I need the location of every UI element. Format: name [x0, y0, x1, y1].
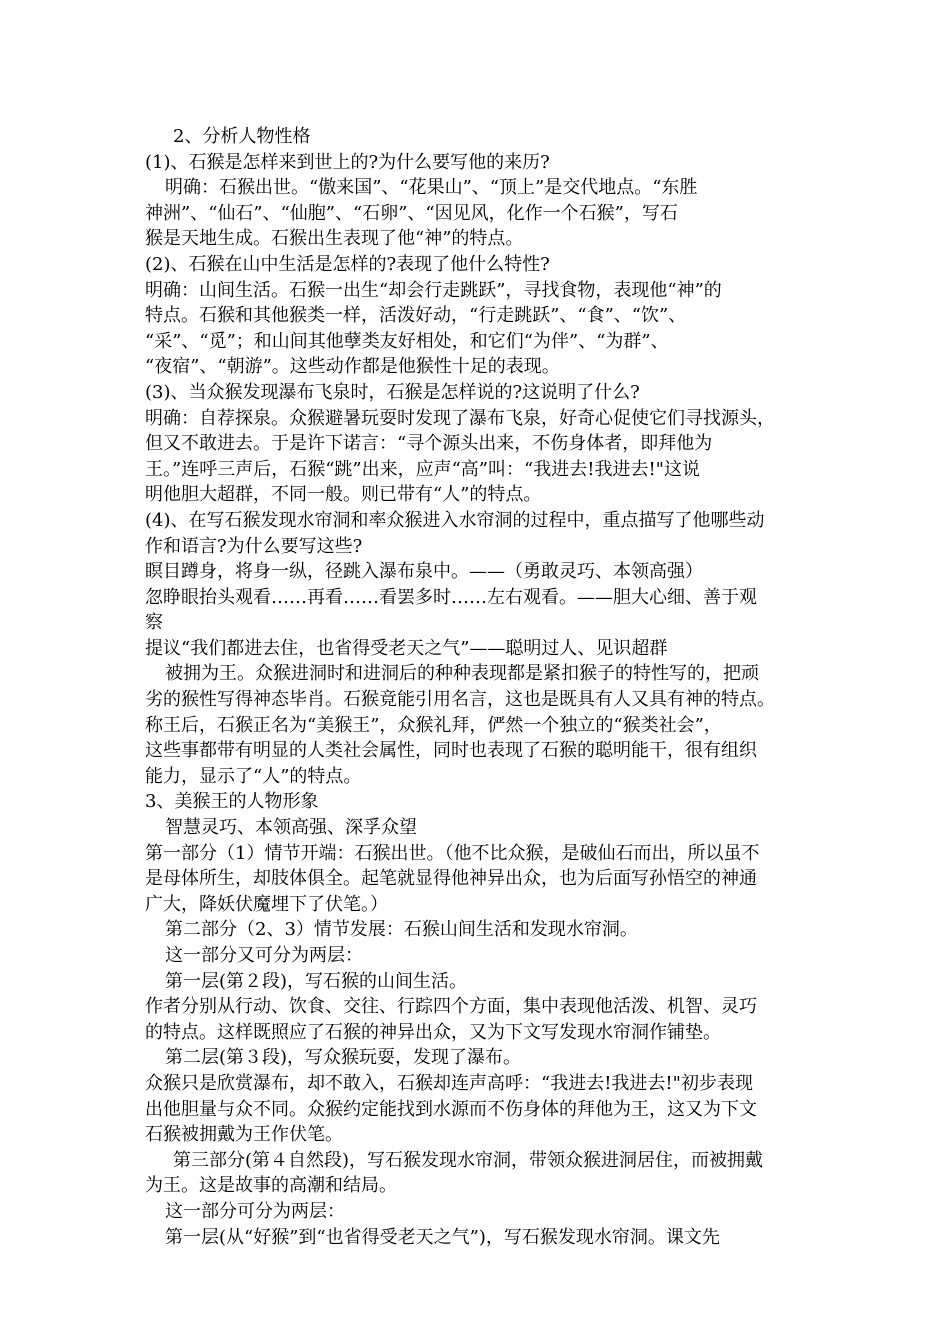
answer-4-item-2-line-1: 忽睁眼抬头观看……再看……看罢多时……左右观看。——胆大心细、善于观 — [145, 586, 757, 608]
image-traits: 智慧灵巧、本领高强、深孚众望 — [165, 817, 417, 839]
part-3-layer-1: 第一层(从“好猴”到“也省得受老天之气”)，写石猴发现水帘洞。课文先 — [165, 1226, 720, 1248]
part-2-layer-2-desc-line-1: 众猴只是欣赏瀑布，却不敢入，石猴却连声高呼：“我进去!我进去!"初步表现 — [145, 1072, 753, 1094]
question-4-line-1: (4)、在写石猴发现水帘洞和率众猴进入水帘洞的过程中，重点描写了他哪些动 — [145, 509, 765, 531]
answer-2-line-2: 特点。石猴和其他猴类一样，活泼好动，“行走跳跃”、“食”、“饮”、 — [145, 305, 687, 327]
answer-3-line-3: 王。”连呼三声后，石猴“跳”出来，应声“高”叫：“我进去!我进去!"这说 — [145, 458, 700, 480]
part-3-layers: 这一部分可分为两层： — [165, 1200, 345, 1222]
answer-4-item-2-line-2: 察 — [145, 612, 163, 634]
part-3-line-2: 为王。这是故事的高潮和结局。 — [145, 1175, 397, 1197]
crowned-paragraph-line-3: 称王后，石猴正名为“美猴王”，众猴礼拜，俨然一个独立的“猴类社会”， — [145, 714, 722, 736]
part-2-layer-2: 第二层(第３段)，写众猴玩耍，发现了瀑布。 — [165, 1047, 522, 1069]
question-3: (3)、当众猴发现瀑布飞泉时，石猴是怎样说的?这说明了什么? — [145, 381, 640, 403]
answer-3-line-4: 明他胆大超群，不同一般。则已带有“人”的特点。 — [145, 484, 542, 506]
heading-analyze-character: 2、分析人物性格 — [173, 126, 311, 147]
crowned-paragraph-line-4: 这些事都带有明显的人类社会属性，同时也表现了石猴的聪明能干，很有组织 — [145, 740, 757, 762]
part-2-layer-2-desc-line-3: 石猴被拥戴为王作伏笔。 — [145, 1124, 343, 1146]
question-4-line-2: 作和语言?为什么要写这些? — [145, 535, 363, 557]
crowned-paragraph-line-2: 劣的猴性写得神态毕肖。石猴竟能引用名言，这也是既具有人又具有神的特点。 — [145, 689, 775, 711]
question-2: (2)、石猴在山中生活是怎样的?表现了他什么特性? — [145, 253, 550, 275]
crowned-paragraph-line-1: 被拥为王。众猴进洞时和进洞后的种种表现都是紧扣猴子的特性写的，把顽 — [165, 663, 759, 685]
part-1-line-3: 广大，降妖伏魔埋下了伏笔。） — [145, 893, 388, 915]
part-3-line-1: 第三部分(第４自然段)，写石猴发现水帘洞，带领众猴进洞居住，而被拥戴 — [173, 1149, 764, 1171]
question-1: (1)、石猴是怎样来到世上的?为什么要写他的来历? — [145, 151, 550, 173]
answer-1-line-2: 神洲”、“仙石”、“仙胞”、“石卵”、“因见风，化作一个石猴”，写石 — [145, 202, 678, 224]
answer-3-line-1: 明确：自荐探泉。众猴避暑玩耍时发现了瀑布飞泉，好奇心促使它们寻找源头， — [145, 407, 775, 429]
crowned-paragraph-line-5: 能力，显示了“人”的特点。 — [145, 765, 362, 787]
answer-4-item-3: 提议“我们都进去住，也省得受老天之气”——聪明过人、见识超群 — [145, 637, 668, 659]
part-1-line-2: 是母体所生，却肢体俱全。起笔就显得他神异出众，也为后面写孙悟空的神通 — [145, 868, 757, 890]
document-page — [145, 124, 813, 1250]
answer-2-line-1: 明确：山间生活。石猴一出生“却会行走跳跃”，寻找食物，表现他“神”的 — [145, 279, 722, 301]
part-2-layer-1-desc-line-1: 作者分别从行动、饮食、交往、行踪四个方面，集中表现他活泼、机智、灵巧 — [145, 996, 757, 1018]
answer-2-line-3: “采”、“觅”；和山间其他孽类友好相处，和它们“为伴”、“为群”、 — [145, 330, 669, 352]
answer-3-line-2: 但又不敢进去。于是许下诺言：“寻个源头出来，不伤身体者，即拜他为 — [145, 433, 713, 455]
part-2-layer-1: 第一层(第２段)，写石猴的山间生活。 — [165, 970, 468, 992]
heading-monkey-king-image: 3、美猴王的人物形象 — [145, 791, 319, 813]
answer-2-line-4: “夜宿”、“朝游”。这些动作都是他猴性十足的表现。 — [145, 356, 560, 378]
part-1-line-1: 第一部分（1）情节开端：石猴出世。（他不比众猴，是破仙石而出，所以虽不 — [145, 842, 760, 864]
part-2-layer-2-desc-line-2: 出他胆量与众不同。众猴约定能找到水源而不伤身体的拜他为王，这又为下文 — [145, 1098, 757, 1120]
answer-1-line-1: 明确：石猴出世。“傲来国”、“花果山”、“顶上”是交代地点。“东胜 — [165, 177, 698, 199]
part-2-layer-1-desc-line-2: 的特点。这样既照应了石猴的神异出众，又为下文写发现水帘洞作铺垫。 — [145, 1021, 721, 1043]
answer-1-line-3: 猴是天地生成。石猴出生表现了他“神”的特点。 — [145, 228, 524, 250]
part-2-layers: 这一部分又可分为两层： — [165, 945, 363, 966]
answer-4-item-1: 瞑目蹲身，将身一纵，径跳入瀑布泉中。——（勇敢灵巧、本领高强） — [145, 561, 703, 583]
part-2-heading: 第二部分（2、3）情节发展：石猴山间生活和发现水帘洞。 — [165, 919, 638, 941]
